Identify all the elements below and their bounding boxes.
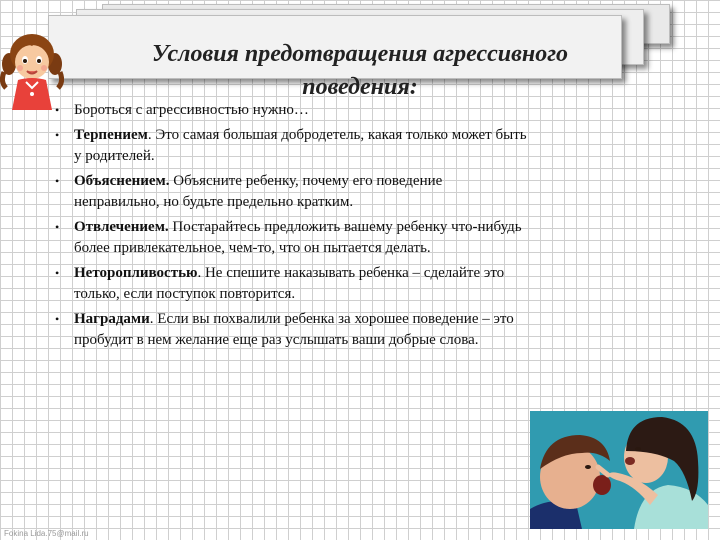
- bullet-marker: •: [55, 174, 60, 188]
- bullet-marker: •: [55, 103, 60, 117]
- slide-title: [100, 38, 620, 104]
- list-item: [52, 217, 530, 259]
- cartoon-girl-icon: [0, 20, 64, 112]
- slide-title-line1: Условия предотвращения агрессивного: [151, 41, 569, 67]
- list-item: [52, 171, 530, 213]
- list-item-text: Постарайтесь предложить вашему ребенку что-нибудь более привлекательное, чем-то, что он пытается делать.: [74, 219, 522, 256]
- list-item-text: . Если вы похвалили ребенка за хорошее поведение – это пробудит в нем желание еще раз услышать ваши добрые слова.: [74, 311, 514, 348]
- list-item: [52, 100, 530, 121]
- list-item-text: . Не спешите наказывать ребенка – сделайте это только, если поступок повторится.: [74, 265, 505, 302]
- list-item-keyword: Неторопливостью: [74, 265, 198, 281]
- list-item-keyword: Отвлечением.: [74, 219, 169, 235]
- list-item-keyword: Объяснением.: [74, 173, 170, 189]
- list-item-keyword: Наградами: [74, 311, 150, 327]
- author-credit: Fokina Lida.75@mail.ru: [4, 529, 89, 538]
- list-item-text: . Это самая большая добродетель, какая только может быть у родителей.: [74, 127, 527, 164]
- list-item-keyword: Терпением: [74, 127, 148, 143]
- list-item-text: Объясните ребенку, почему его поведение неправильно, но будьте предельно кратким.: [74, 173, 443, 210]
- list-item-text: Бороться с агрессивностью нужно…: [74, 102, 309, 118]
- bullet-marker: •: [55, 128, 60, 142]
- slide-title-line2: поведения:: [302, 74, 418, 100]
- bullet-list: [52, 100, 530, 355]
- list-item: [52, 125, 530, 167]
- mother-scolding-child-photo: [530, 411, 708, 529]
- bullet-marker: •: [55, 312, 60, 326]
- list-item: [52, 309, 530, 351]
- bullet-marker: •: [55, 266, 60, 280]
- list-item: [52, 263, 530, 305]
- bullet-marker: •: [55, 220, 60, 234]
